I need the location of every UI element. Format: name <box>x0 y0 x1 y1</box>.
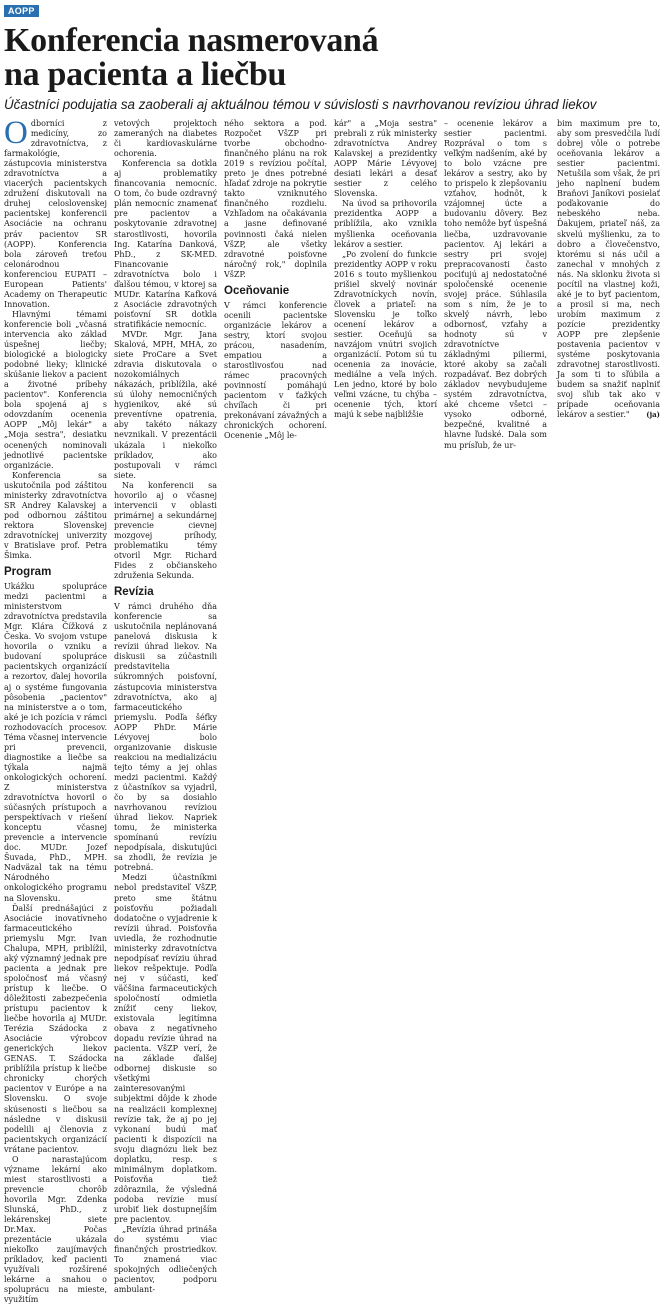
paragraph: – ocenenie lekárov a sestier pacientmi. Rozprával o tom s veľkým nadšením, aké by to bolo vzácne pre lekárov a sestry, ako by to prispelo k zlepšovaniu vzťahov, hodnôt, k vzájomnej úcte a budovaniu dôvery. Bez toho nemôže byť úspešná liečba, uzdravovanie pacientov. Aj lekári a sestry pri svojej prepracovanosti často pociťujú aj nedostatočné spoločenské ocenenie svojej práce. Súhlasila som s ním, že je to skvelý návrh, lebo odbornosť, vzťahy a hodnoty sú v zdravotníctve základnými piliermi, ktoré akoby sa začali rozpadávať. Bez dobrých základov nevybudujeme systém zdravotníctva, aké chceme všetci – vysoko odborné, bezpečné, kvalitné a hlavne ľudské. Dala som mu prísľub, že ur- <box>444 119 547 450</box>
paragraph: V rámci druhého dňa konferencie sa uskutočnila neplánovaná panelová diskusia k revízii úhrad liekov. Na diskusii sa zúčastnili predstavitelia súkromných poisťovní, zástupcovia ministerstva zdravotníctva, ako aj farmaceutického priemyslu. Podľa šéfky AOPP PhDr. Márie Lévyovej bolo organizovanie diskusie reakciou na medializáciu tejto témy a jej ohlas medzi pacientmi. Každý z účastníkov sa vyjadril, čo by sa dosiahlo navrhovanou revíziou úhrad liekov. Napriek tomu, že ministerka spomínanú revíziu nepodpísala, diskutujúci sa zhodli, že revízia je potrebná. <box>114 602 217 873</box>
paragraph <box>4 115 107 310</box>
article-column-1 <box>4 115 108 1305</box>
paragraph <box>557 119 660 420</box>
article-column-4 <box>334 119 437 999</box>
paragraph: Na konferencii sa hovorilo aj o včasnej intervencii v oblasti primárnej a sekundárnej prevencie cievnej mozgovej príhody, problematiku témy otvoril Mgr. Richard Fides z občianskeho združenia Sekunda. <box>114 480 217 581</box>
paragraph: kár" a „Moja sestra" prebrali z rúk ministerky zdravotníctva Andrey Kalavskej a prezidentky AOPP Márie Lévyovej desiati lekári a desať sestier z celého Slovenska. <box>334 119 437 199</box>
article-column-3 <box>224 119 327 999</box>
paragraph: Medzi účastníkmi nebol predstaviteľ VšZP, preto sme štátnu poisťovňu požiadali dodatočne o vyjadrenie k revízii úhrad. Poisťovňa uviedla, že rozhodnutie ministerky zdravotníctva nepodpísať revíziu úhrad liekov rešpektuje. Podľa nej v súčasti, keď väčšina farmaceutických spoločností odmietla znížiť ceny liekov, existovala legitímna obava z negatívneho dopadu revízie úhrad na pacienta. VšZP verí, že na základe ďalšej odbornej diskusie so všetkými zainteresovanými subjektmi dôjde k zhode na realizácii komplexnej revízie tak, že aj po jej vykonaní budú mať pacienti k dispozícii na svoju diagnózu liek bez doplatku, resp. s minimálnym doplatkom. Poisťovňa tiež zdôraznila, že výsledná podoba revízie musí urobiť liek dostupnejším pre pacientov. <box>114 873 217 1225</box>
paragraph-text: bim maximum pre to, aby som presvedčila ľudí dobrej vôle o potrebe oceňovania lekárov a sestier pacientmi. Netušila som však, že pri jeho naplnení budem Braňovi Janíkovi posielať poďakovanie do nebeského neba. Ďakujem, priateľ náš, za skvelú myšlienku, za to dobro a človečenstvo, ktorému si nás učil a zanechal v mnohých z nás. Na sklonku života si pocítil na vlastnej koži, aké je to byť pacientom, a prosil si ma, nech urobím maximum z pozície prezidentky AOPP pre zlepšenie postavenia pacientov v systéme poskytovania zdravotnej starostlivosti. Ja som ti to sľúbila a budem sa snažiť naplniť svoj sľub tak ako v prípade oceňovania lekárov a sestier." <box>557 119 660 420</box>
paragraph-text: dborníci z medicíny, zo zdravotníctva, z farmakológie, zástupcovia ministerstva zdravotníctva a viacerých pacientskych združení diskutovali na druhej celoslovenskej pacientskej konferencii Asociácie na ochranu práv pacientov SR (AOPP). Konferencia bola zároveň treťou celonárodnou konferenciou EUPATI – European Patients' Academy on Therapeutic Innovation. <box>4 119 107 309</box>
paragraph: „Revízia úhrad prináša do systému viac finančných prostriedkov. To znamená viac spokojných odliečených pacientov, podporu ambulant- <box>114 1225 217 1295</box>
paragraph: ného sektora a pod. Rozpočet VšZP pri tvorbe obchodno-finančného plánu na rok 2019 s revíziou počítal, preto je dnes potrebné hľadať zdroje na pokrytie takto vzniknutého finančného rozdielu. Vzhľadom na očakávania a jasne definované povinnosti čaká nielen VšZP, ale všetky zdravotné poisťovne náročný rok," doplnila VšZP. <box>224 119 327 279</box>
subheading-ocenovanie: Oceňovanie <box>224 284 290 297</box>
article-column-2 <box>114 119 217 1295</box>
paragraph: „Po zvolení do funkcie prezidentky AOPP v roku 2016 s touto myšlienkou prišiel skvelý novinár Zdravotníckych novín, človek a priateľ: na Slovensku je toľko ocenení lekárov a sestier. Oceňujú sa navzájom vnútri svojich organizácií. Potom sú tu ocenenia za inovácie, mediálne a veľa iných. Len jedno, ktoré by bolo veľmi vzácne, tu chýba – ocenenie tých, ktorí majú k sebe najbližšie <box>334 249 437 420</box>
paragraph: Na úvod sa prihovorila prezidentka AOPP a priblížila, ako vznikla myšlienka oceňovania lekárov a sestier. <box>334 199 437 249</box>
paragraph: Ukážku spolupráce medzi pacientmi a ministerstvom zdravotníctva predstavila Mgr. Klára Čížková z Česka. Vo svojom vstupe hovorila o vzniku a budovaní spolupráce pacientskych organizácií a rezortov, ďalej hovorila aj o systéme fungovania pôsobenia „pacientov" na ministerstve a o tom, aké je ich pozícia v rámci rozhodovacích procesov. Téma včasnej intervencie pri prevencii, diagnostike a liečbe sa týkala najmä onkologických ochorení. Z ministerstva zdravotníctva hovoril o súčasných prístupoch a perspektívach v riešení konceptu včasnej prevencie a intervencie doc. MUDr. Jozef Šuvada, PhD., MPH. Nadväzal tak na tému Národného onkologického programu na Slovensku. <box>4 582 108 903</box>
section-tag: AOPP <box>4 5 39 17</box>
article-column-6 <box>557 119 660 999</box>
headline-line-1: Konferencia nasmerovaná <box>4 22 379 59</box>
article-subtitle: Účastníci podujatia sa zaoberali aj aktuálnou témou v súvislosti s navrhovanou revíziou úhrad liekov <box>4 97 597 112</box>
paragraph: Konferencia sa dotkla aj problematiky financovania nemocníc. O tom, čo bude ozdravný plán nemocníc znamenať pre pacientov a poskytovanie zdravotnej starostlivosti, hovorila Ing. Katarína Danková, PhD., z SK-MED. Financovanie zdravotníctva bolo i ďalšou témou, v ktorej sa MUDr. Katarína Kafková z Asociácie zdravotných poisťovní SR dotkla stratifikácie nemocníc. <box>114 159 217 329</box>
article-column-5 <box>444 119 547 999</box>
paragraph: V rámci konferencie ocenili pacientske organizácie lekárov a sestry, ktorí svojou prácou, nasadením, empatiou a starostlivosťou nad rámec pracovných povinností pomáhajú pacientom v ťažkých chvíľach či pri prekonávaní závažných a chronických ochorení. Ocenenie „Môj le- <box>224 300 327 441</box>
paragraph: MVDr. Mgr. Jana Skalová, MPH, MHA, zo siete ProCare a Svet zdravia diskutovala o nozokomiálnych nákazách, priblížila, aké sú úlohy nemocničných hygienikov, aké sú preventívne opatrenia, aby takéto nákazy nevznikali. V prezentácii ukázala i niekoľko príkladov, ako postupovali v rámci siete. <box>114 329 217 480</box>
paragraph: vetových projektoch zameraných na diabetes či kardiovaskulárne ochorenia. <box>114 119 217 159</box>
headline-line-2: na pacienta a liečbu <box>4 56 287 93</box>
subheading-program: Program <box>4 566 52 579</box>
paragraph: Konferencia sa uskutočnila pod záštitou ministerky zdravotníctva SR Andrey Kalavskej a pod odbornou záštitou rektora Slovenskej zdravotníckej univerzity v Bratislave prof. Petra Šimka. <box>4 470 107 561</box>
paragraph: O narastajúcom význame lekární ako miest starostlivosti a prevencie chorôb hovorila Mgr. Zdenka Slunská, PhD., z lekárenskej siete Dr.Max. Počas prezentácie ukázala niekoľko zaujímavých príkladov, keď pacienti využívali rozšírené lekárne a snahou o spoluprácu na mieste, využitím <box>4 1154 107 1305</box>
subheading-revizia: Revízia <box>114 586 154 599</box>
paragraph: Hlavnými témami konferencie boli „včasná intervencia ako základ úspešnej liečby; biologické a biologicky podobné lieky; klinické skúšanie liekov a pacient a životné príbehy pacientov". Konferencia bola spojená aj s odovzdaním ocenenia AOPP „Môj lekár" a „Moja sestra", desiatku ocenených nominovali jednotlivé pacientske organizácie. <box>4 309 107 470</box>
drop-cap: O <box>4 115 28 151</box>
author-signature: (ja) <box>646 410 660 420</box>
article-headline <box>4 24 664 92</box>
paragraph: Ďalší prednášajúci z Asociácie inovatívneho farmaceutického priemyslu Mgr. Ivan Chalupa, MPH, priblížil, aký významný jednak pre pacienta a jednak pre spoločnosť má včasný prístup k liečbe. O dôležitosti zabezpečenia prístupu pacientov k liečbe hovorila aj MUDr. Terézia Szádocka z Asociácie výrobcov generických liekov GENAS. T. Szádocka priblížila prístup k liečbe chronicky chorých pacientov v Európe a na Slovensku. O svoje skúsenosti s liečbou sa následne v diskusii podelili aj členovia z pacientskych organizácií vrátane pacientov. <box>4 903 107 1154</box>
